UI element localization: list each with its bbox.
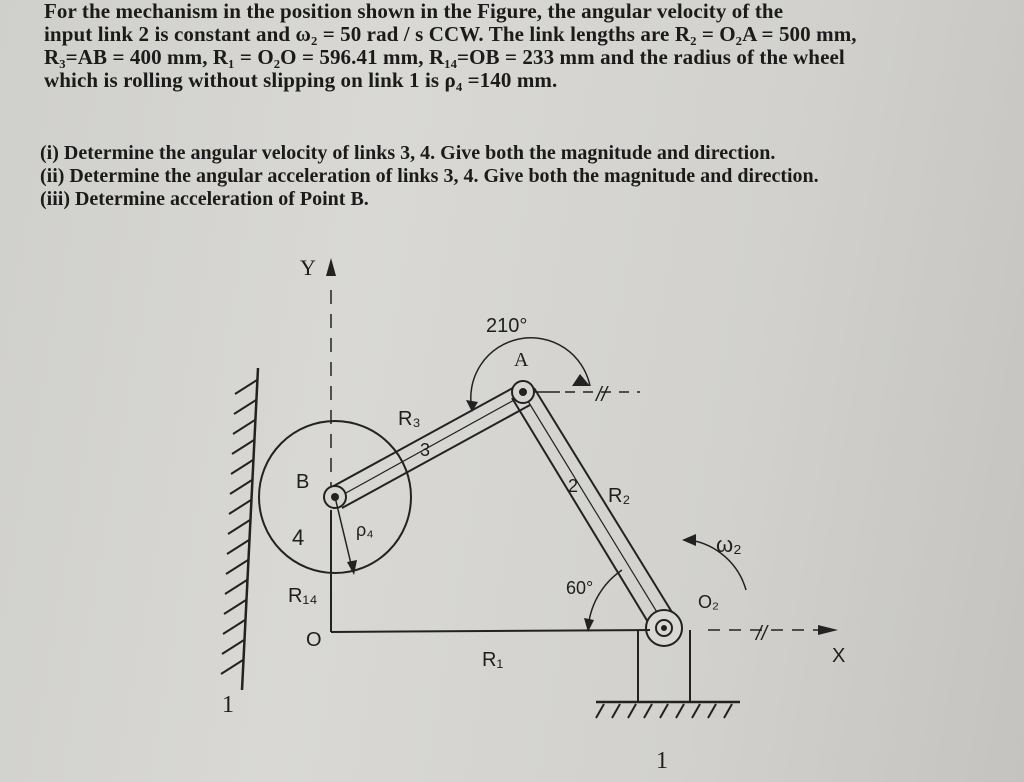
question-1: (i) Determine the angular velocity of links 3, 4. Give both the magnitude and direction.: [40, 142, 776, 164]
problem-line-4: which is rolling without slipping on link 1 is ρ₄ =140 mm.: [44, 68, 558, 92]
left-wall-ground: [221, 368, 258, 690]
ground-label-left: 1: [222, 692, 234, 718]
point-O-label: O: [306, 629, 322, 651]
R3-label: R₃: [398, 408, 421, 430]
rho4-label: ρ₄: [356, 520, 374, 540]
link-2-number: 2: [568, 476, 579, 496]
ground-label-bottom: 1: [656, 748, 668, 774]
parallel-mark-x: //: [756, 623, 768, 645]
problem-line-2: input link 2 is constant and ω₂ = 50 rad / s CCW. The link lengths are R₂ = O₂A = 500 mm,: [44, 22, 857, 46]
angle-60-label: 60°: [566, 578, 594, 598]
link-3-number: 3: [420, 440, 431, 460]
x-axis-label: X: [832, 645, 846, 667]
R14-label: R₁₄: [288, 585, 318, 607]
point-O2-label: O₂: [698, 592, 719, 612]
y-axis-arrowhead: [326, 258, 336, 276]
question-3: (iii) Determine acceleration of Point B.: [40, 188, 369, 210]
R1-line: [331, 630, 650, 632]
point-B-label: B: [296, 471, 310, 493]
problem-line-3: R₃=AB = 400 mm, R₁ = O₂O = 596.41 mm, R₁₄=OB = 233 mm and the radius of the wheel: [44, 45, 845, 69]
x-axis-arrowhead: [818, 625, 838, 635]
question-2: (ii) Determine the angular acceleration of links 3, 4. Give both the magnitude and direction.: [40, 165, 819, 187]
R2-label: R₂: [608, 485, 631, 507]
problem-line-1: For the mechanism in the position shown in the Figure, the angular velocity of the: [44, 0, 784, 23]
parallel-mark-A: //: [596, 384, 608, 406]
omega2-label: ω₂: [716, 532, 742, 557]
link-4-number: 4: [292, 525, 305, 550]
R1-label: R₁: [482, 649, 504, 671]
link-2-bar: [512, 388, 678, 632]
point-A-label: A: [514, 349, 529, 371]
angle-210-label: 210°: [486, 315, 528, 337]
y-axis-label: Y: [300, 255, 316, 280]
